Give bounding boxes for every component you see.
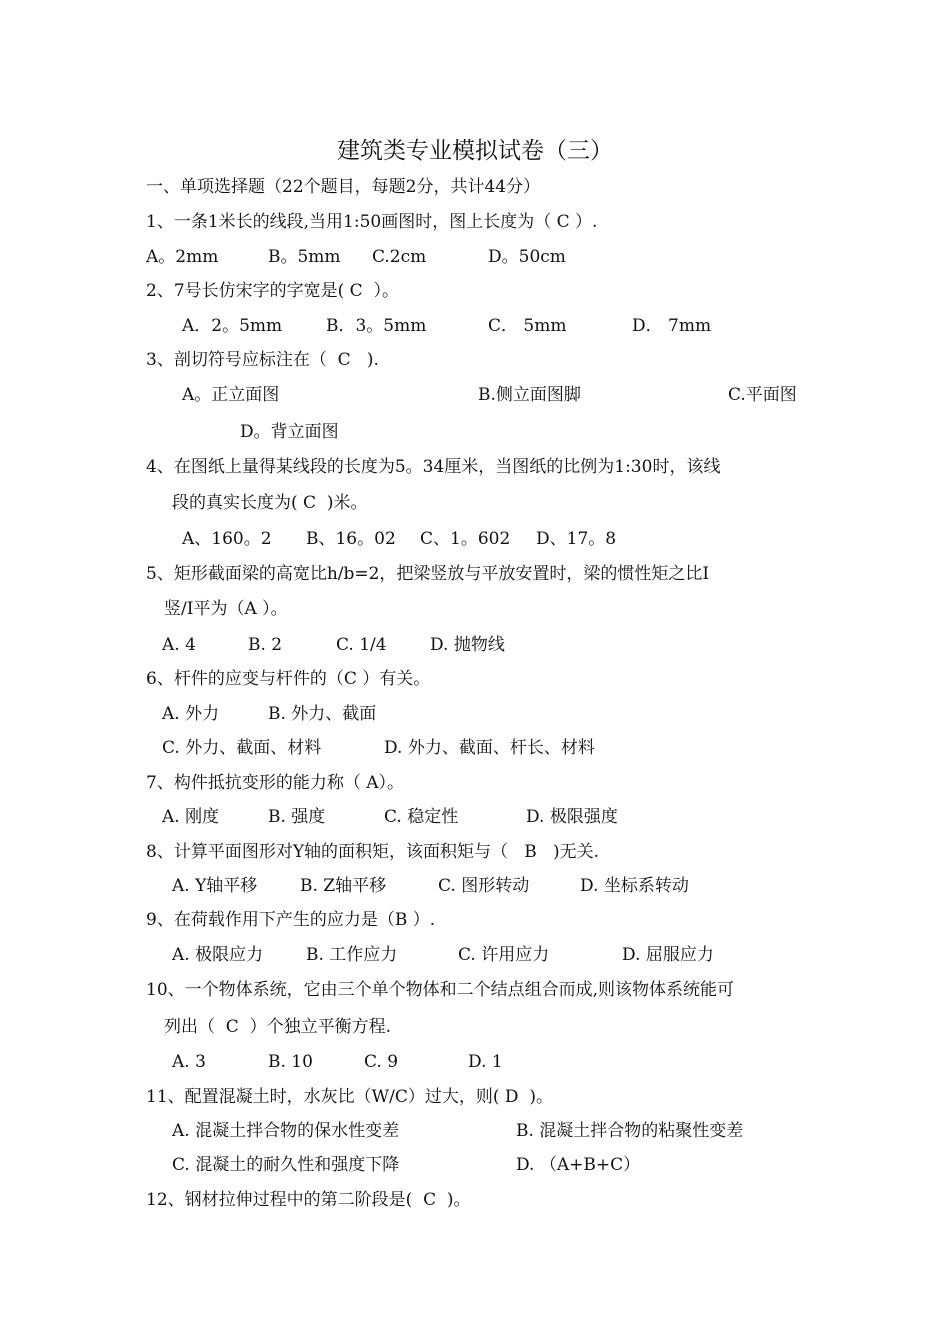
question-2-stem: 2、7号长仿宋字的字宽是( C ）。 [146, 281, 399, 301]
q1-option-d: D。50cm [488, 247, 566, 267]
q6-option-d: D. 外力、截面、杆长、材料 [384, 738, 595, 758]
q3-option-d: D。背立面图 [240, 422, 339, 442]
q4-option-b: B、16。02 [306, 529, 396, 549]
question-10-stem-line1: 10、一个物体系统，它由三个单个物体和二个结点组合而成,则该物体系统能可 [146, 980, 735, 1000]
q10-option-a: A. 3 [172, 1052, 206, 1072]
q6-option-c: C. 外力、截面、材料 [162, 738, 322, 758]
question-6-stem: 6、杆件的应变与杆件的（C ）有关。 [146, 669, 431, 689]
q5-option-a: A. 4 [162, 635, 196, 655]
q11-option-b: B. 混凝土拌合物的粘聚性变差 [516, 1121, 744, 1141]
q7-option-d: D. 极限强度 [526, 807, 618, 827]
q3-option-b: B.侧立面图脚 [478, 385, 581, 405]
question-4-stem-line2: 段的真实长度为( C )米。 [172, 493, 368, 513]
question-3-stem: 3、剖切符号应标注在（ C ). [146, 350, 379, 370]
q10-option-b: B. 10 [268, 1052, 313, 1072]
section-heading: 一、单项选择题（22个题目，每题2分，共计44分） [146, 177, 541, 197]
q11-option-d: D. （A+B+C） [516, 1155, 641, 1175]
question-5-stem-line1: 5、矩形截面梁的高宽比h/b=2，把梁竖放与平放安置时，梁的惯性矩之比I [146, 564, 710, 584]
q8-option-d: D. 坐标系转动 [580, 876, 689, 896]
q2-option-a: A．2。5mm [182, 316, 283, 336]
q8-option-c: C. 图形转动 [438, 876, 530, 896]
q8-option-b: B. Z轴平移 [300, 876, 387, 896]
q5-option-b: B. 2 [248, 635, 283, 655]
q3-option-c: C.平面图 [728, 385, 797, 405]
q7-option-a: A. 刚度 [162, 807, 220, 827]
q2-option-c: C． 5mm [488, 316, 567, 336]
question-10-stem-line2: 列出（ C ）个独立平衡方程. [164, 1017, 392, 1037]
q11-option-c: C. 混凝土的耐久性和强度下降 [172, 1155, 400, 1175]
q6-option-b: B. 外力、截面 [268, 704, 377, 724]
q10-option-c: C. 9 [364, 1052, 399, 1072]
question-9-stem: 9、在荷载作用下产生的应力是（B ）. [146, 910, 436, 930]
q1-option-b: B。5mm [268, 247, 341, 267]
q7-option-b: B. 强度 [268, 807, 326, 827]
q9-option-a: A. 极限应力 [172, 945, 264, 965]
page-title: 建筑类专业模拟试卷（三） [337, 138, 613, 164]
q9-option-d: D. 屈服应力 [622, 945, 714, 965]
q2-option-b: B．3。5mm [326, 316, 427, 336]
q6-option-a: A. 外力 [162, 704, 220, 724]
q1-option-c: C.2cm [372, 247, 427, 267]
question-7-stem: 7、构件抵抗变形的能力称（ A）。 [146, 773, 404, 793]
question-5-stem-line2: 竖/I平为（A ）。 [164, 599, 288, 619]
q8-option-a: A. Y轴平移 [172, 876, 258, 896]
q11-option-a: A. 混凝土拌合物的保水性变差 [172, 1121, 400, 1141]
question-11-stem: 11、配置混凝土时，水灰比（W/C）过大，则( D )。 [146, 1087, 553, 1107]
question-8-stem: 8、计算平面图形对Y轴的面积矩，该面积矩与（ B )无关. [146, 842, 599, 862]
question-4-stem-line1: 4、在图纸上量得某线段的长度为5。34厘米，当图纸的比例为1:30时，该线 [146, 457, 721, 477]
q2-option-d: D． 7mm [632, 316, 712, 336]
q7-option-c: C. 稳定性 [384, 807, 459, 827]
q4-option-c: C、1。602 [420, 529, 511, 549]
q3-option-a: A。正立面图 [182, 385, 280, 405]
q9-option-b: B. 工作应力 [306, 945, 398, 965]
q4-option-a: A、160。2 [182, 529, 272, 549]
question-12-stem: 12、钢材拉伸过程中的第二阶段是( C )。 [146, 1190, 471, 1210]
question-1-stem: 1、一条1米长的线段,当用1:50画图时，图上长度为（ C ）. [146, 212, 598, 232]
q4-option-d: D、17。8 [536, 529, 617, 549]
q5-option-d: D. 抛物线 [430, 635, 505, 655]
q5-option-c: C. 1/4 [336, 635, 387, 655]
q9-option-c: C. 许用应力 [458, 945, 550, 965]
q10-option-d: D. 1 [468, 1052, 503, 1072]
q1-option-a: A。2mm [146, 247, 219, 267]
